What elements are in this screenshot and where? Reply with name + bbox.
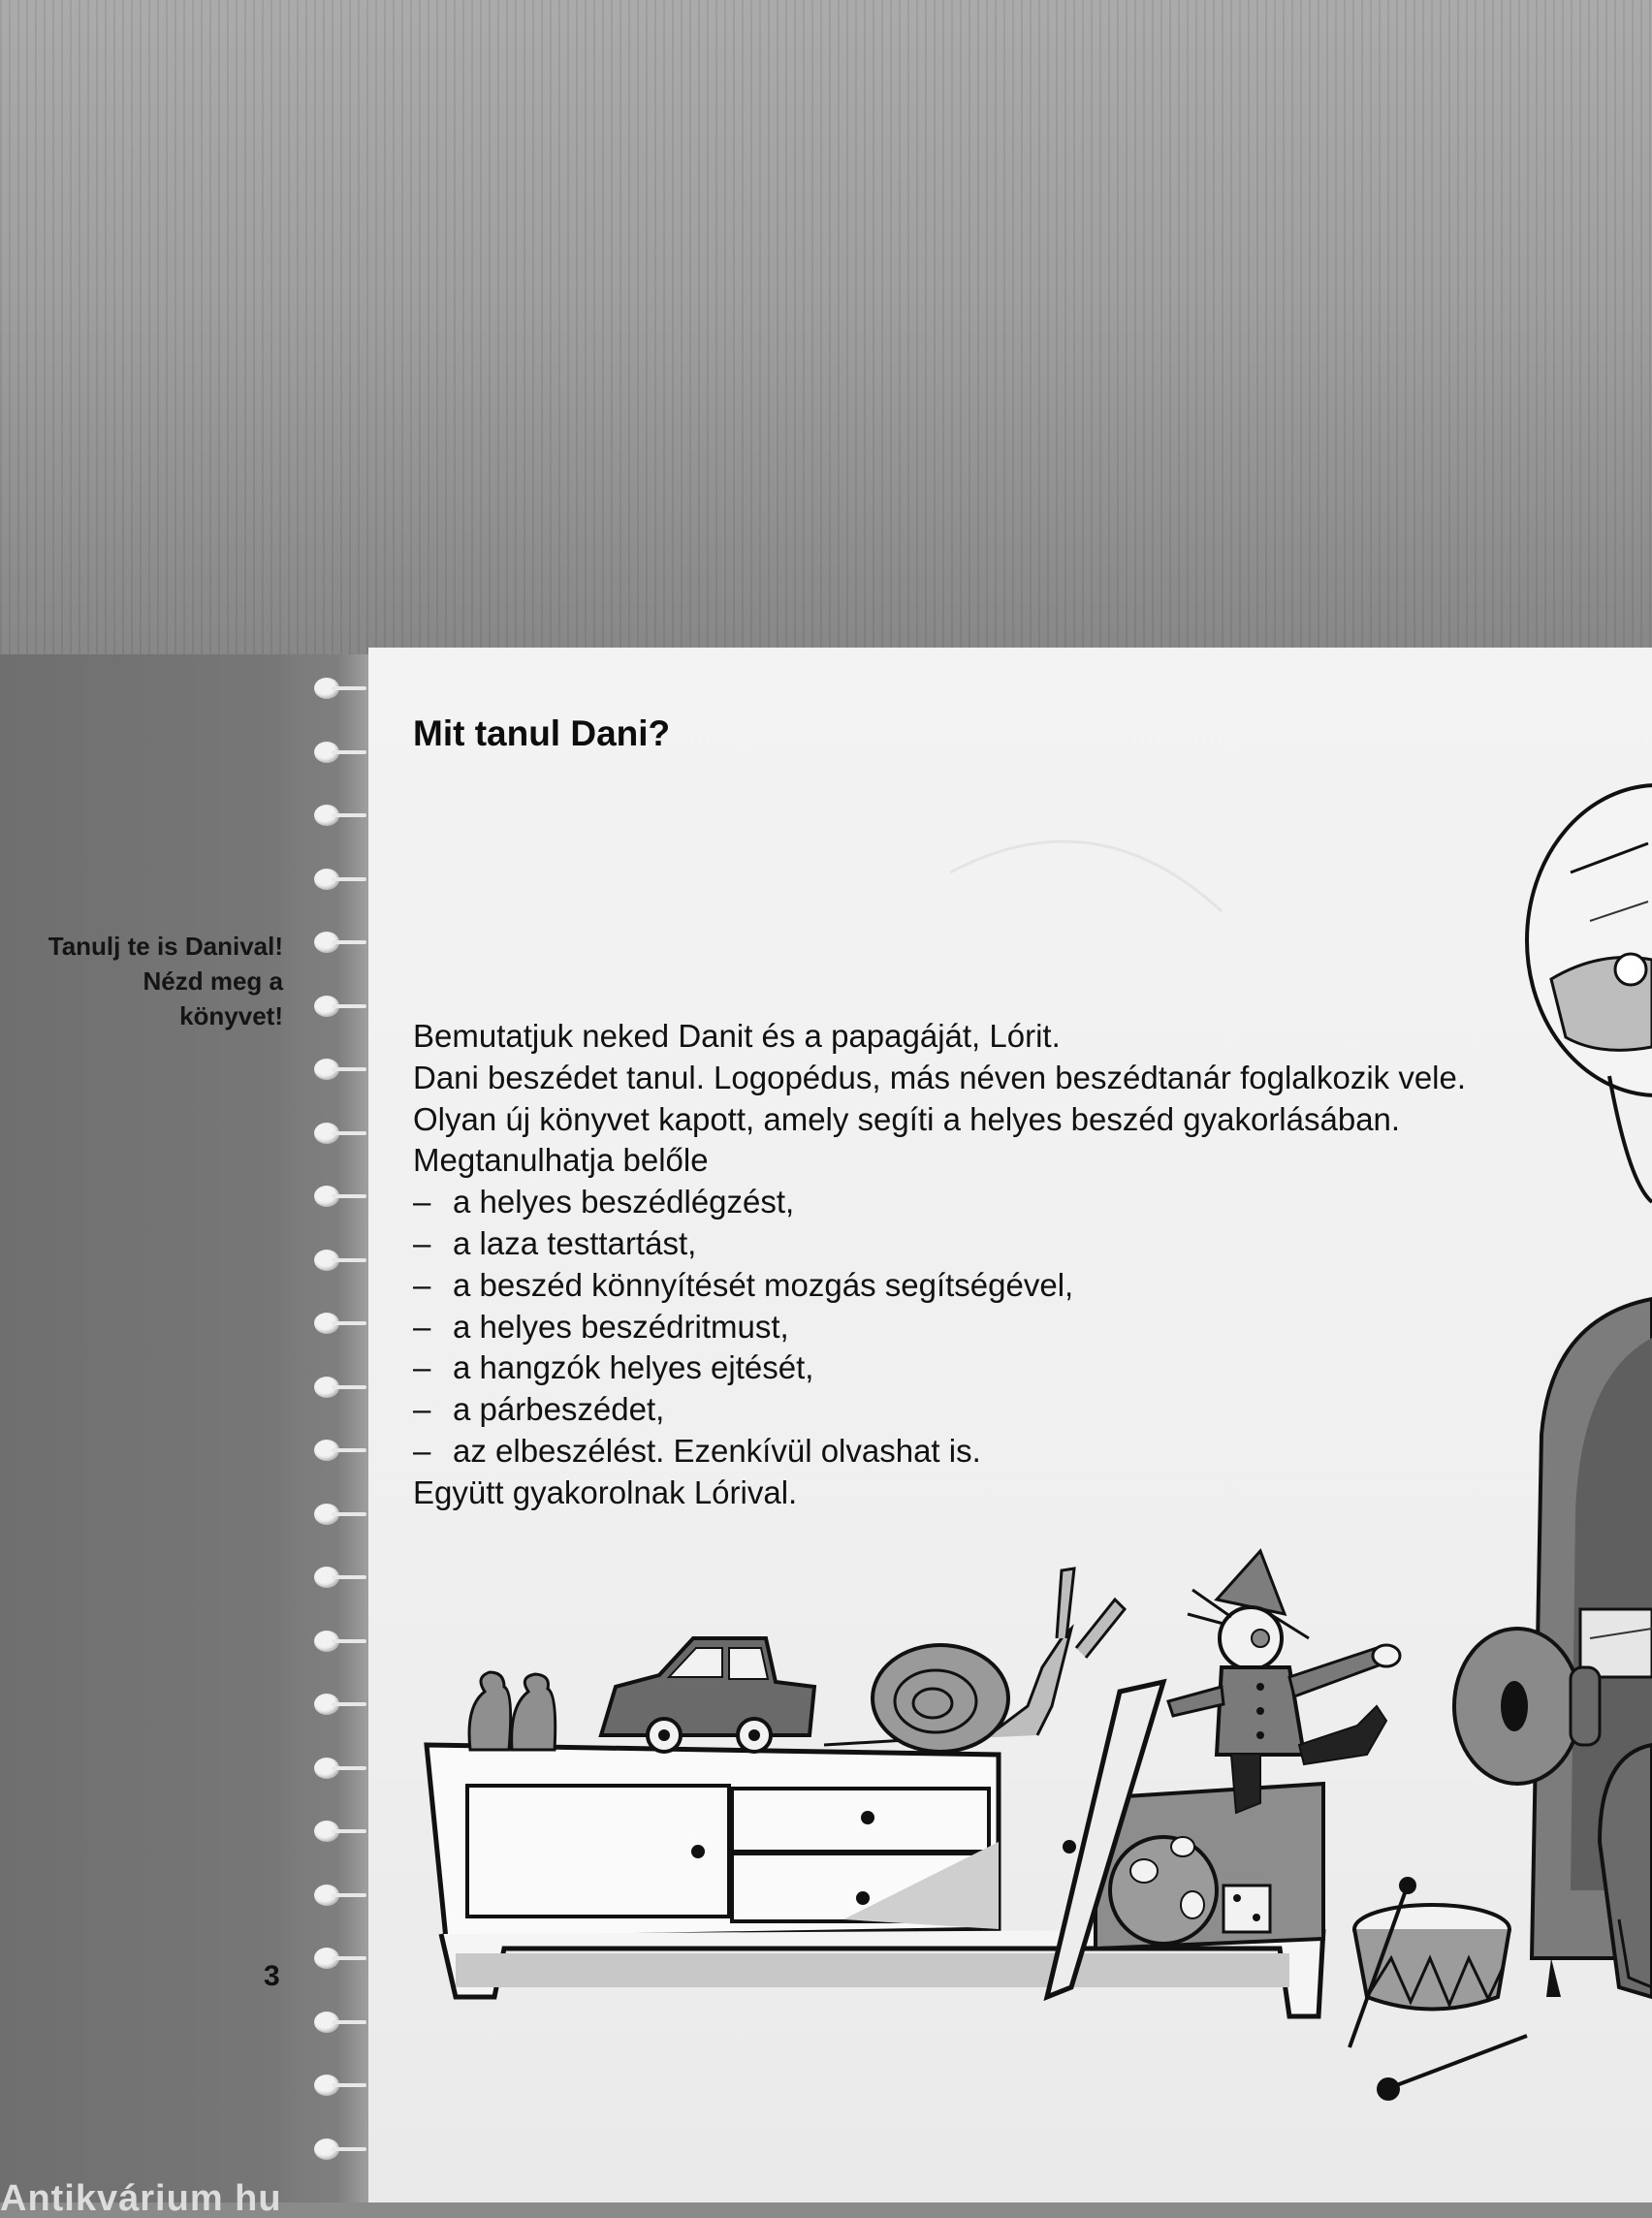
spiral-ring — [308, 1944, 366, 1973]
closing-line: Együtt gyakorolnak Lórival. — [413, 1473, 798, 1510]
list-marker: – — [413, 1224, 431, 1261]
list-marker: – — [413, 1184, 431, 1220]
toy-drum — [1350, 1877, 1527, 2101]
sidebar-tagline — [0, 929, 283, 1033]
spiral-ring — [308, 992, 366, 1021]
list-marker: – — [413, 1432, 431, 1469]
page-number: 3 — [264, 1960, 280, 1992]
head-figure — [1527, 785, 1652, 1202]
spiral-ring — [308, 1754, 366, 1783]
spiral-ring — [308, 1373, 366, 1402]
spiral-ring — [308, 1563, 366, 1592]
spiral-ring — [308, 1881, 366, 1910]
spiral-ring — [308, 1246, 366, 1275]
page-title: Mit tanul Dani? — [413, 713, 671, 753]
spiral-binding — [308, 674, 376, 2167]
clown-doll — [1168, 1551, 1400, 1813]
spiral-ring — [308, 1436, 366, 1465]
list-item: – a helyes beszédritmust, — [413, 1307, 1466, 1348]
spiral-ring — [308, 1119, 366, 1148]
spiral-ring — [308, 1627, 366, 1656]
sideboard — [427, 1682, 1323, 2016]
intro-line: Bemutatjuk neked Danit és a papagáját, Lórit. — [413, 1018, 1061, 1054]
toy-car — [601, 1638, 814, 1752]
spiral-ring — [308, 1500, 366, 1529]
spiral-ring — [308, 801, 366, 830]
spiral-ring — [308, 1309, 366, 1338]
publisher-watermark: Antikvárium hu — [0, 2179, 282, 2218]
list-item: – az elbeszélést. Ezenkívül olvashat is. — [413, 1431, 1466, 1473]
spiral-ring — [308, 928, 366, 957]
list-marker: – — [413, 1349, 431, 1386]
list-item: – a beszéd könnyítését mozgás segítségével, — [413, 1265, 1466, 1307]
spiral-ring — [308, 2071, 366, 2100]
list-item: – a párbeszédet, — [413, 1389, 1466, 1431]
tagline-line: Tanulj te is Danival! — [48, 932, 283, 961]
spiral-ring — [308, 738, 366, 767]
toy-snail — [824, 1568, 1125, 1752]
toys-illustration — [368, 776, 1652, 2202]
intro-line: Megtanulhatja belőle — [413, 1142, 709, 1179]
list-marker: – — [413, 1391, 431, 1428]
list-marker: – — [413, 1308, 431, 1345]
tagline-line: Nézd meg a — [143, 966, 283, 996]
spiral-ring — [308, 2135, 366, 2164]
spiral-ring — [308, 865, 366, 894]
table-surface — [0, 0, 1652, 659]
bird-figurines — [469, 1672, 556, 1750]
list-item: – a hangzók helyes ejtését, — [413, 1347, 1466, 1389]
list-marker: – — [413, 1266, 431, 1303]
intro-line: Dani beszédet tanul. Logopédus, más néven beszédtanár foglalkozik vele. — [413, 1059, 1467, 1095]
intro-line: Olyan új könyvet kapott, amely segíti a helyes beszéd gyakorlásában. — [413, 1100, 1401, 1137]
spiral-ring — [308, 2008, 366, 2037]
tagline-line: könyvet! — [179, 1001, 283, 1030]
list-item: – a helyes beszédlégzést, — [413, 1182, 1466, 1223]
spiral-ring — [308, 1817, 366, 1846]
spiral-ring — [308, 1690, 366, 1719]
spiral-ring — [308, 1055, 366, 1084]
list-item: – a laza testtartást, — [413, 1223, 1466, 1265]
spiral-ring — [308, 1182, 366, 1211]
spiral-ring — [308, 674, 366, 703]
